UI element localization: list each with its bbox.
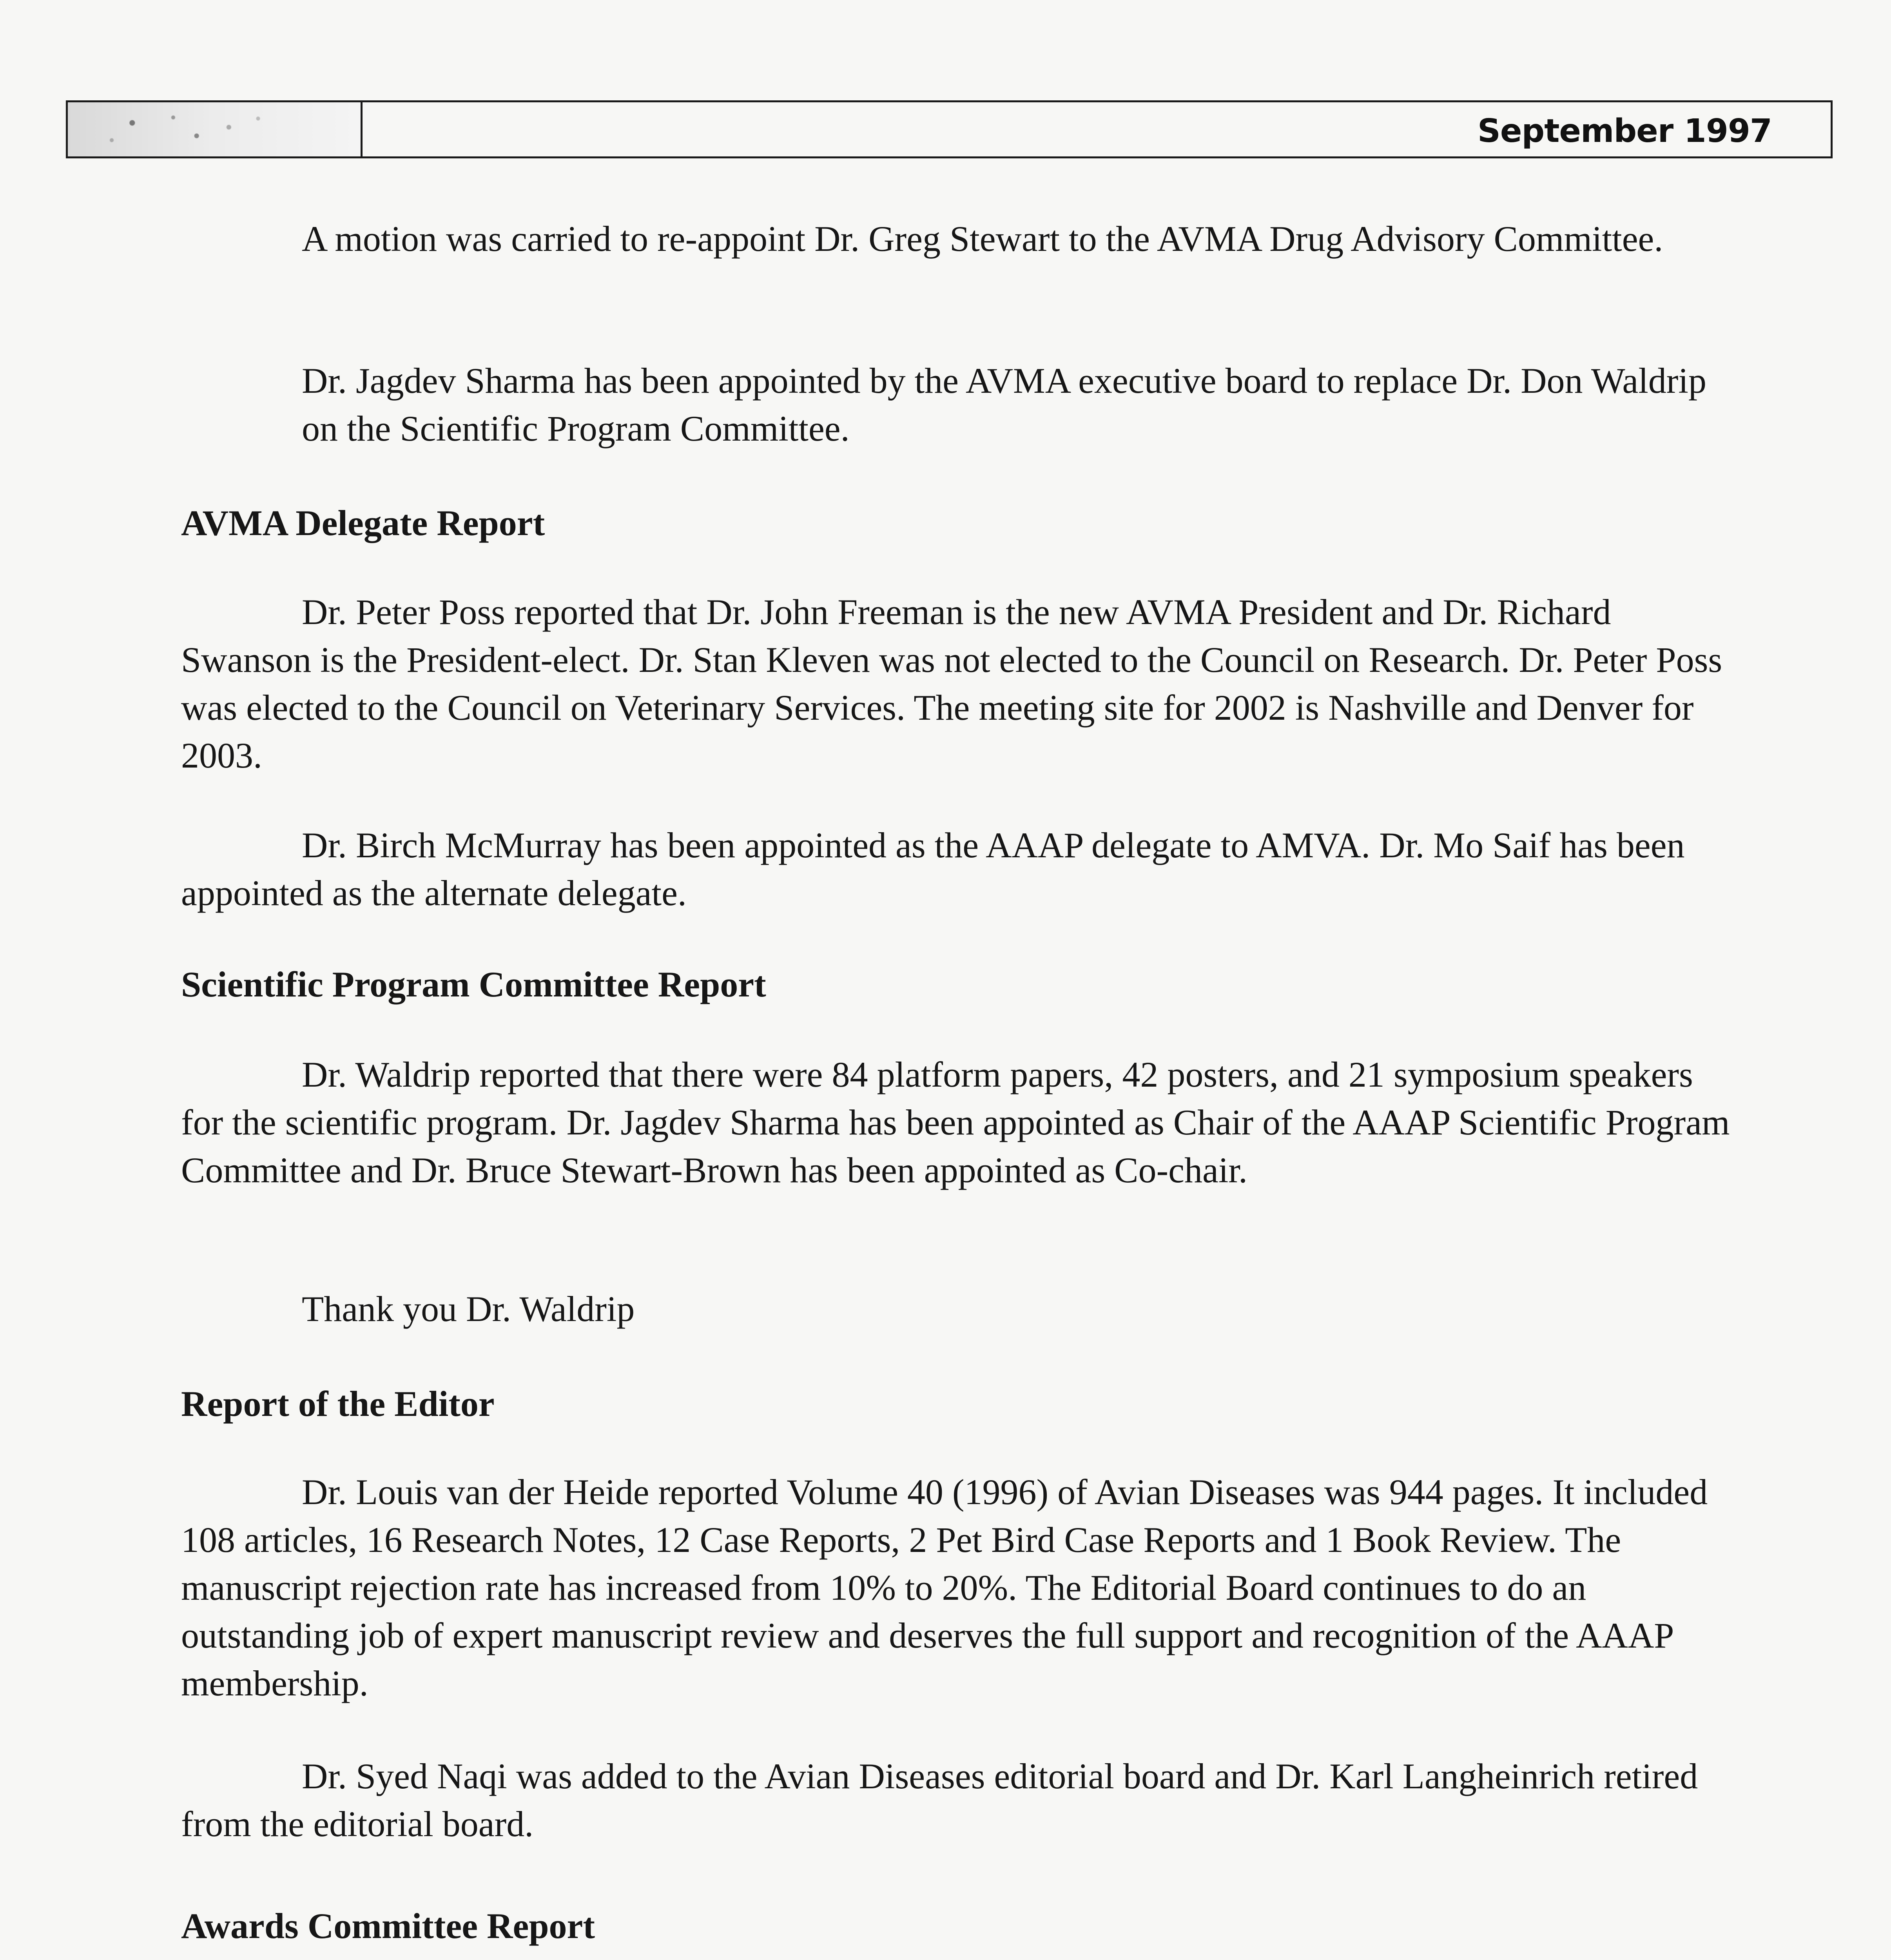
paragraph-sharma-appointment: Dr. Jagdev Sharma has been appointed by the AVMA executive board to replace Dr. Don Waldrip on the Scientific Program Committee. — [302, 361, 1706, 448]
header-bar — [66, 100, 1833, 158]
paragraph-thanks: Thank you Dr. Waldrip — [302, 1289, 635, 1329]
heading-editor-report: Report of the Editor — [181, 1384, 495, 1424]
issue-date: September 1997 — [1477, 113, 1772, 150]
paragraph-avma-delegate: Dr. Peter Poss reported that Dr. John Freeman is the new AVMA President and Dr. Richard Swanson is the President-elect. Dr. Stan Kleven was not elected to the Council on Research. Dr. Peter Poss was elected to the Council on Veterinary Services. The meeting site for 2002 is Nashville and Denver for 2003. — [181, 592, 1722, 775]
paragraph-delegate-appointment: Dr. Birch McMurray has been appointed as the AAAP delegate to AMVA. Dr. Mo Saif has been appointed as the alternate delegate. — [181, 825, 1685, 913]
header-speckle-box — [68, 102, 363, 156]
paragraph-editor-report: Dr. Louis van der Heide reported Volume 40 (1996) of Avian Diseases was 944 pages. It included 108 articles, 16 Research Notes, 12 Case Reports, 2 Pet Bird Case Reports and 1 Book Review. The manuscript rejection rate has increased from 10% to 20%. The Editorial Board continues to do an outstanding job of expert manuscript review and deserves the full support and recognition of the AAAP membership. — [181, 1472, 1708, 1703]
heading-avma-delegate: AVMA Delegate Report — [181, 503, 545, 543]
paragraph-scientific-program: Dr. Waldrip reported that there were 84 platform papers, 42 posters, and 21 symposium speakers for the scientific program. Dr. Jagdev Sharma has been appointed as Chair of the AAAP Scientific Program Committee and Dr. Bruce Stewart-Brown has been appointed as Co-chair. — [181, 1054, 1730, 1190]
heading-awards-committee: Awards Committee Report — [181, 1906, 595, 1946]
heading-scientific-program: Scientific Program Committee Report — [181, 964, 766, 1004]
paragraph-drug-advisory: A motion was carried to re-appoint Dr. Greg Stewart to the AVMA Drug Advisory Committee. — [302, 219, 1663, 259]
paragraph-editorial-board: Dr. Syed Naqi was added to the Avian Diseases editorial board and Dr. Karl Langheinrich retired from the editorial board. — [181, 1756, 1698, 1844]
